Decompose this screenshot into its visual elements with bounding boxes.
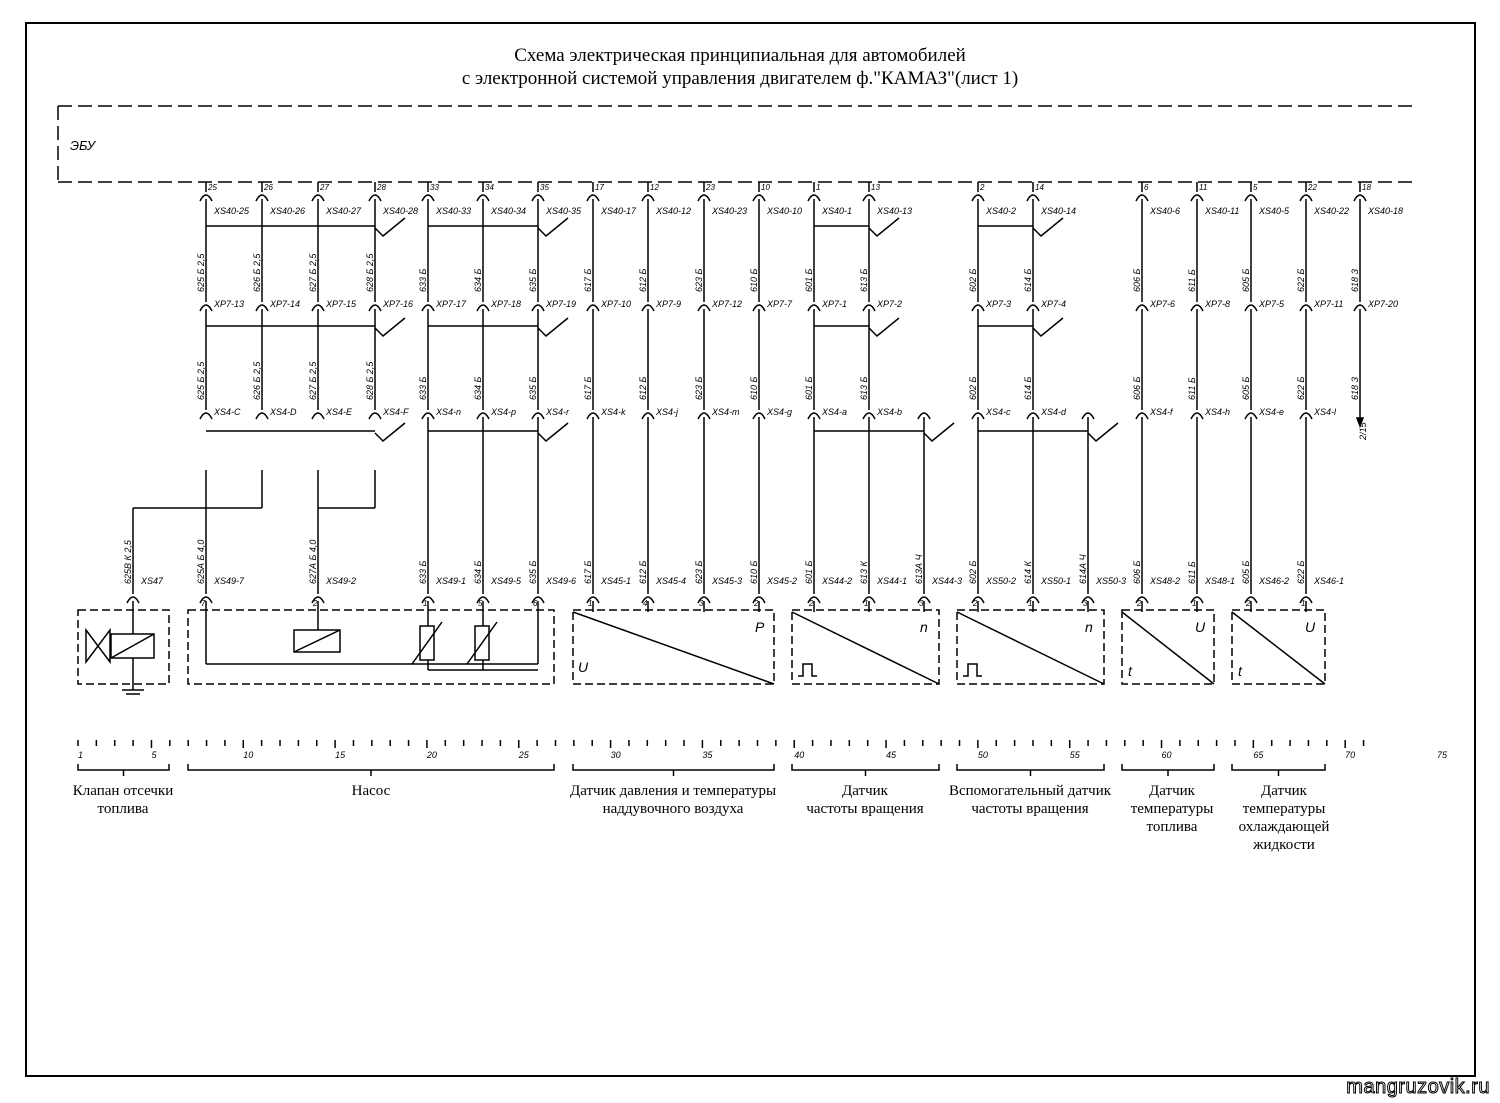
connector-label-xs40: XS40-1 xyxy=(822,206,853,216)
wire-label: 627А Б 4,0 xyxy=(308,539,318,584)
device-pin-number: 2 xyxy=(973,599,978,608)
connector-label-xs4: XS4-m xyxy=(712,407,740,417)
component-label-line: температуры xyxy=(1130,801,1214,817)
valve-box xyxy=(78,610,169,684)
wire-label: 614 К xyxy=(1023,561,1033,584)
wire-label: 618 З xyxy=(1350,376,1360,400)
connector-label-xp7: XP7-14 xyxy=(270,299,301,309)
wire-label: 633 Б xyxy=(418,560,428,584)
connector-label-xs4: XS4-D xyxy=(270,407,297,417)
solenoid-diagonal xyxy=(111,634,154,658)
shield-mark xyxy=(375,423,405,441)
pump-coil-diagonal xyxy=(294,630,340,652)
wire-label: 633 Б xyxy=(418,268,428,292)
sensor-symbol-u: U xyxy=(1195,619,1206,635)
connector-label-xp7: XP7-9 xyxy=(656,299,682,309)
wire-label: 612 Б xyxy=(638,560,648,584)
ecu-pin-number: 34 xyxy=(485,183,494,192)
scale-number: 70 xyxy=(1345,750,1356,760)
wire-label: 605 Б xyxy=(1241,560,1251,584)
connector-label-device: XS48-2 xyxy=(1150,576,1181,586)
wire-label: 633 Б xyxy=(418,376,428,400)
wire-label: 623 Б xyxy=(694,560,704,584)
connector-label-xs40: XS40-28 xyxy=(383,206,419,216)
connector-label-device: XS45-1 xyxy=(601,576,632,586)
device-pin-number: 2 xyxy=(809,599,814,608)
ecu-pin-number: 26 xyxy=(264,183,273,192)
scale-number: 35 xyxy=(702,750,713,760)
connector-label-xs40: XS40-18 xyxy=(1368,206,1404,216)
connector-label-device: XS49-2 xyxy=(326,576,357,586)
connector-label-xs4: XS4-g xyxy=(767,407,793,417)
device-pin-number: 3 xyxy=(919,599,924,608)
ecu-pin-number: 6 xyxy=(1144,183,1149,192)
connector-label-xs4: XS4-F xyxy=(383,407,409,417)
ecu-label: ЭБУ xyxy=(70,138,96,153)
connector-label-xp7: XP7-19 xyxy=(546,299,577,309)
shield-mark xyxy=(869,318,899,336)
connector-label-xs4: XS4-l xyxy=(1314,407,1337,417)
wire-label: 622 Б xyxy=(1296,376,1306,400)
connector-label-xs4: XS4-k xyxy=(601,407,626,417)
connector-label-xs4: XS4-f xyxy=(1150,407,1173,417)
connector-label-xs4: XS4-h xyxy=(1205,407,1231,417)
scale-number: 50 xyxy=(977,750,988,760)
valve-icon xyxy=(86,630,110,662)
connector-label-xs40: XS40-34 xyxy=(491,206,527,216)
connector-label-xs40: XS40-23 xyxy=(712,206,748,216)
connector-label-xs4: XS4-e xyxy=(1259,407,1285,417)
connector-label-xs40: XS40-2 xyxy=(986,206,1017,216)
wire-label: 613 Б xyxy=(859,268,869,292)
wire-label: 635 Б xyxy=(528,560,538,584)
component-label-line: Датчик xyxy=(842,783,888,799)
shield-mark xyxy=(1033,218,1063,236)
pump-box xyxy=(188,610,554,684)
resistor-variable-arrow xyxy=(412,622,442,664)
connector-arc xyxy=(256,413,268,419)
wire-label: 605 Б xyxy=(1241,376,1251,400)
component-label-line: температуры xyxy=(1242,801,1326,817)
device-pin-number: 2 xyxy=(313,599,318,608)
ecu-pin-number: 1 xyxy=(816,183,821,192)
connector-label-device: XS45-2 xyxy=(767,576,798,586)
wire-label: 628 Б 2,5 xyxy=(365,361,375,400)
connector-label-xp7: XP7-17 xyxy=(436,299,467,309)
wire-label: 614А Ч xyxy=(1078,554,1088,584)
resistor-variable-arrow xyxy=(467,622,497,664)
connector-label-xs4: XS4-E xyxy=(326,407,353,417)
wire-label: 613 Б xyxy=(859,376,869,400)
connector-label-xs4: XS4-p xyxy=(491,407,517,417)
ecu-pin-number: 5 xyxy=(1253,183,1258,192)
connector-label-xp7: XP7-16 xyxy=(383,299,414,309)
component-label-line: частоты вращения xyxy=(806,801,924,817)
connector-label-xs40: XS40-17 xyxy=(601,206,637,216)
device-pin-number: 1 xyxy=(588,599,593,608)
ecu-pin-number: 17 xyxy=(595,183,604,192)
device-pin-number: 3 xyxy=(699,599,704,608)
ecu-pin-number: 33 xyxy=(430,183,439,192)
connector-label-device: XS49-7 xyxy=(214,576,245,586)
scale-number: 15 xyxy=(335,750,346,760)
connector-label-device: XS49-6 xyxy=(546,576,577,586)
wire-label: 602 Б xyxy=(968,560,978,584)
component-label xyxy=(3,782,243,818)
wire-label: 634 Б xyxy=(473,376,483,400)
wire-label: 634 Б xyxy=(473,560,483,584)
shield-mark xyxy=(1033,318,1063,336)
wire-label: 611 Б xyxy=(1187,269,1197,292)
connector-label-device: XS50-2 xyxy=(986,576,1017,586)
wire-label: 610 Б xyxy=(749,268,759,292)
connector-arc xyxy=(312,413,324,419)
connector-label-xp7: XP7-15 xyxy=(326,299,357,309)
ecu-pin-number: 35 xyxy=(540,183,549,192)
component-label-line: Датчик xyxy=(1149,783,1195,799)
connector-label-device: XS49-1 xyxy=(436,576,467,586)
connector-label-xp7: XP7-1 xyxy=(822,299,848,309)
shield-mark xyxy=(375,318,405,336)
component-label-line: Датчик xyxy=(1261,783,1307,799)
ecu-pin-number: 10 xyxy=(761,183,770,192)
scale-number: 1 xyxy=(78,750,84,760)
wire-label: 626 Б 2,5 xyxy=(252,361,262,400)
sensor-symbol-t: t xyxy=(1128,663,1132,679)
wire-label: 627 Б 2,5 xyxy=(308,253,318,292)
wire-label: 611 Б xyxy=(1187,377,1197,400)
connector-label-device: XS45-3 xyxy=(712,576,743,586)
connector-label-xs40: XS40-33 xyxy=(436,206,472,216)
group-bracket xyxy=(957,764,1104,770)
wire-label: 634 Б xyxy=(473,268,483,292)
title-line-2: с электронной системой управления двигателем ф."КАМАЗ"(лист 1) xyxy=(461,68,1019,89)
device-pin-number: 1 xyxy=(864,599,869,608)
connector-label-xp7: XP7-18 xyxy=(491,299,522,309)
connector-label-xp7: XP7-3 xyxy=(986,299,1012,309)
sensor-symbol-n: n xyxy=(1085,619,1093,635)
connector-arc xyxy=(369,413,381,419)
shield-mark xyxy=(869,218,899,236)
scale-number: 5 xyxy=(151,750,157,760)
connector-label-xp7: XP7-8 xyxy=(1205,299,1231,309)
device-pin-number: 2 xyxy=(754,599,759,608)
connector-label-device: XS47 xyxy=(141,576,164,586)
connector-label-device: XS50-3 xyxy=(1096,576,1127,586)
connector-label-xs40: XS40-6 xyxy=(1150,206,1181,216)
device-pin-number: 3 xyxy=(1083,599,1088,608)
wire-label: 623 Б xyxy=(694,268,704,292)
connector-label-xp7: XP7-6 xyxy=(1150,299,1176,309)
connector-label-device: XS50-1 xyxy=(1041,576,1072,586)
ecu-pin-number: 14 xyxy=(1035,183,1044,192)
connector-label-device: XS44-3 xyxy=(932,576,963,586)
scale-number: 30 xyxy=(610,750,621,760)
wire-label: 612 Б xyxy=(638,268,648,292)
wire-label: 614 Б xyxy=(1023,376,1033,400)
group-bracket xyxy=(188,764,554,770)
connector-label-xs40: XS40-5 xyxy=(1259,206,1290,216)
wire-label: 635 Б xyxy=(528,268,538,292)
wire-label: 601 Б xyxy=(804,376,814,400)
ecu-pin-number: 12 xyxy=(650,183,659,192)
wire-label: 627 Б 2,5 xyxy=(308,361,318,400)
connector-label-xs40: XS40-14 xyxy=(1041,206,1077,216)
wire-label: 622 Б xyxy=(1296,268,1306,292)
ecu-pin-number: 11 xyxy=(1199,183,1208,192)
component-label-line: охлаждающей xyxy=(1238,819,1330,835)
wire-label: 618 З xyxy=(1350,268,1360,292)
connector-label-device: XS48-1 xyxy=(1205,576,1236,586)
sensor-diagonal xyxy=(573,612,774,684)
component-label-line: жидкости xyxy=(1253,837,1315,853)
wire-label: 613 К xyxy=(859,561,869,584)
group-bracket xyxy=(573,764,774,770)
ecu-pin-number: 18 xyxy=(1362,183,1371,192)
sensor-symbol-n: n xyxy=(920,619,928,635)
scale-number: 65 xyxy=(1253,750,1264,760)
sensor-symbol-t: t xyxy=(1238,663,1242,679)
connector-label-device: XS45-4 xyxy=(656,576,687,586)
ecu-pin-number: 2 xyxy=(980,183,985,192)
connector-label-xp7: XP7-12 xyxy=(712,299,743,309)
wire-label: 625 Б 2,5 xyxy=(196,253,206,292)
wire-label: 606 Б xyxy=(1132,560,1142,584)
device-pin-number: 1 xyxy=(1028,599,1033,608)
component-label-line: частоты вращения xyxy=(971,801,1089,817)
device-pin-number: 2 xyxy=(1137,599,1142,608)
scale-number: 75 xyxy=(1437,750,1448,760)
ecu-pin-number: 23 xyxy=(706,183,715,192)
wire-label: 626 Б 2,5 xyxy=(252,253,262,292)
connector-label-xs40: XS40-22 xyxy=(1314,206,1350,216)
device-pin-number: 1 xyxy=(1192,599,1197,608)
wire-label: 606 Б xyxy=(1132,376,1142,400)
wire-label: 625В К 2,5 xyxy=(123,540,133,584)
device-pin-number: 1 xyxy=(423,599,428,608)
connector-label-device: XS49-5 xyxy=(491,576,522,586)
wire-label: 601 Б xyxy=(804,268,814,292)
shield-mark xyxy=(538,218,568,236)
sensor-symbol-p: P xyxy=(755,619,765,635)
scale-number: 25 xyxy=(518,750,529,760)
wire-label: 617 Б xyxy=(583,560,593,584)
wire-label: 625 Б 2,5 xyxy=(196,361,206,400)
connector-label-device: XS44-2 xyxy=(822,576,853,586)
ecu-pin-number: 22 xyxy=(1308,183,1317,192)
device-pin-number: 2 xyxy=(1246,599,1251,608)
connector-label-xp7: XP7-2 xyxy=(877,299,903,309)
component-label xyxy=(1164,782,1404,854)
shield-mark xyxy=(538,318,568,336)
group-bracket xyxy=(78,764,169,770)
component-label-line: топлива xyxy=(97,801,149,817)
wire-label: 610 Б xyxy=(749,560,759,584)
wire-label: 606 Б xyxy=(1132,268,1142,292)
component-label-line: топлива xyxy=(1146,819,1198,835)
device-pin-number: 4 xyxy=(643,599,648,608)
connector-label-xp7: XP7-5 xyxy=(1259,299,1285,309)
wire-label: 617 Б xyxy=(583,268,593,292)
wire-label: 613А Ч xyxy=(914,554,924,584)
wire-label: 625А Б 4,0 xyxy=(196,539,206,584)
wire-label: 623 Б xyxy=(694,376,704,400)
connector-label-xs4: XS4-C xyxy=(214,407,241,417)
connector-label-xs40: XS40-12 xyxy=(656,206,692,216)
pulse-icon xyxy=(963,664,982,676)
shield-mark xyxy=(1088,423,1118,441)
ecu-pin-number: 25 xyxy=(208,183,217,192)
wire-label: 611 Б xyxy=(1187,561,1197,584)
connector-label-xs40: XS40-11 xyxy=(1205,206,1240,216)
wire-label: 601 Б xyxy=(804,560,814,584)
group-bracket xyxy=(1232,764,1325,770)
component-label-line: Вспомогательный датчик xyxy=(948,783,1112,799)
scale-number: 55 xyxy=(1069,750,1080,760)
connector-label-xs4: XS4-a xyxy=(822,407,848,417)
ecu-pin-number: 27 xyxy=(320,183,329,192)
connector-label-xs4: XS4-j xyxy=(656,407,679,417)
wire-label: 635 Б xyxy=(528,376,538,400)
connector-label-xs40: XS40-35 xyxy=(546,206,582,216)
scale-number: 45 xyxy=(886,750,897,760)
sensor-diagonal xyxy=(957,612,1104,684)
connector-label-device: XS46-1 xyxy=(1314,576,1345,586)
connector-label-device: XS44-1 xyxy=(877,576,908,586)
title-line-1: Схема электрическая принципиальная для автомобилей xyxy=(514,45,966,66)
connector-label-xs4: XS4-n xyxy=(436,407,462,417)
connector-label-xs40: XS40-13 xyxy=(877,206,913,216)
connector-label-xs40: XS40-26 xyxy=(270,206,306,216)
ecu-pin-number: 13 xyxy=(871,183,880,192)
connector-label-xs40: XS40-27 xyxy=(326,206,362,216)
connector-label-xp7: XP7-7 xyxy=(767,299,793,309)
connector-label-xs40: XS40-10 xyxy=(767,206,803,216)
wire-label: 622 Б xyxy=(1296,560,1306,584)
component-label-line: Насос xyxy=(351,783,391,799)
scale-number: 60 xyxy=(1161,750,1172,760)
connector-label-xs4: XS4-b xyxy=(877,407,903,417)
sensor-symbol-u: U xyxy=(1305,619,1316,635)
connector-label-device: XS46-2 xyxy=(1259,576,1290,586)
connector-label-xs40: XS40-25 xyxy=(214,206,250,216)
scale-number: 20 xyxy=(426,750,437,760)
connector-label-xp7: XP7-20 xyxy=(1368,299,1399,309)
connector-label-xp7: XP7-4 xyxy=(1041,299,1067,309)
group-bracket xyxy=(792,764,939,770)
sensor-symbol-u: U xyxy=(578,659,589,675)
group-bracket xyxy=(1122,764,1214,770)
connector-arc xyxy=(200,413,212,419)
connector-label-xs4: XS4-d xyxy=(1041,407,1067,417)
wire-label: 610 Б xyxy=(749,376,759,400)
wire-label: 612 Б xyxy=(638,376,648,400)
shield-mark xyxy=(538,423,568,441)
component-label xyxy=(251,782,491,800)
wire-label: 605 Б xyxy=(1241,268,1251,292)
wire-label: 617 Б xyxy=(583,376,593,400)
connector-label-xp7: XP7-13 xyxy=(214,299,245,309)
device-pin-number: 1 xyxy=(1301,599,1306,608)
pulse-icon xyxy=(798,664,817,676)
scale-number: 10 xyxy=(243,750,254,760)
wire-label: 628 Б 2,5 xyxy=(365,253,375,292)
shield-mark xyxy=(375,218,405,236)
connector-label-xp7: XP7-10 xyxy=(601,299,632,309)
component-label-line: наддувочного воздуха xyxy=(602,801,744,817)
connector-label-xs4: XS4-r xyxy=(546,407,570,417)
connector-label-xs4: XS4-c xyxy=(986,407,1011,417)
off-sheet-reference: 2/15 xyxy=(1358,422,1368,440)
sensor-diagonal xyxy=(792,612,939,684)
component-label-line: Датчик давления и температуры xyxy=(569,783,777,799)
ecu-pin-number: 28 xyxy=(377,183,386,192)
wire-label: 602 Б xyxy=(968,376,978,400)
watermark-text: mangruzovik.ru xyxy=(1346,1076,1490,1098)
component-label-line: Клапан отсечки xyxy=(72,783,174,799)
wire-label: 614 Б xyxy=(1023,268,1033,292)
device-pin-number: 6 xyxy=(533,599,538,608)
device-pin-number: 5 xyxy=(478,599,483,608)
shield-mark xyxy=(924,423,954,441)
connector-label-xp7: XP7-11 xyxy=(1314,299,1344,309)
device-pin-number: 7 xyxy=(201,599,206,608)
wire-label: 602 Б xyxy=(968,268,978,292)
scale-number: 40 xyxy=(794,750,805,760)
